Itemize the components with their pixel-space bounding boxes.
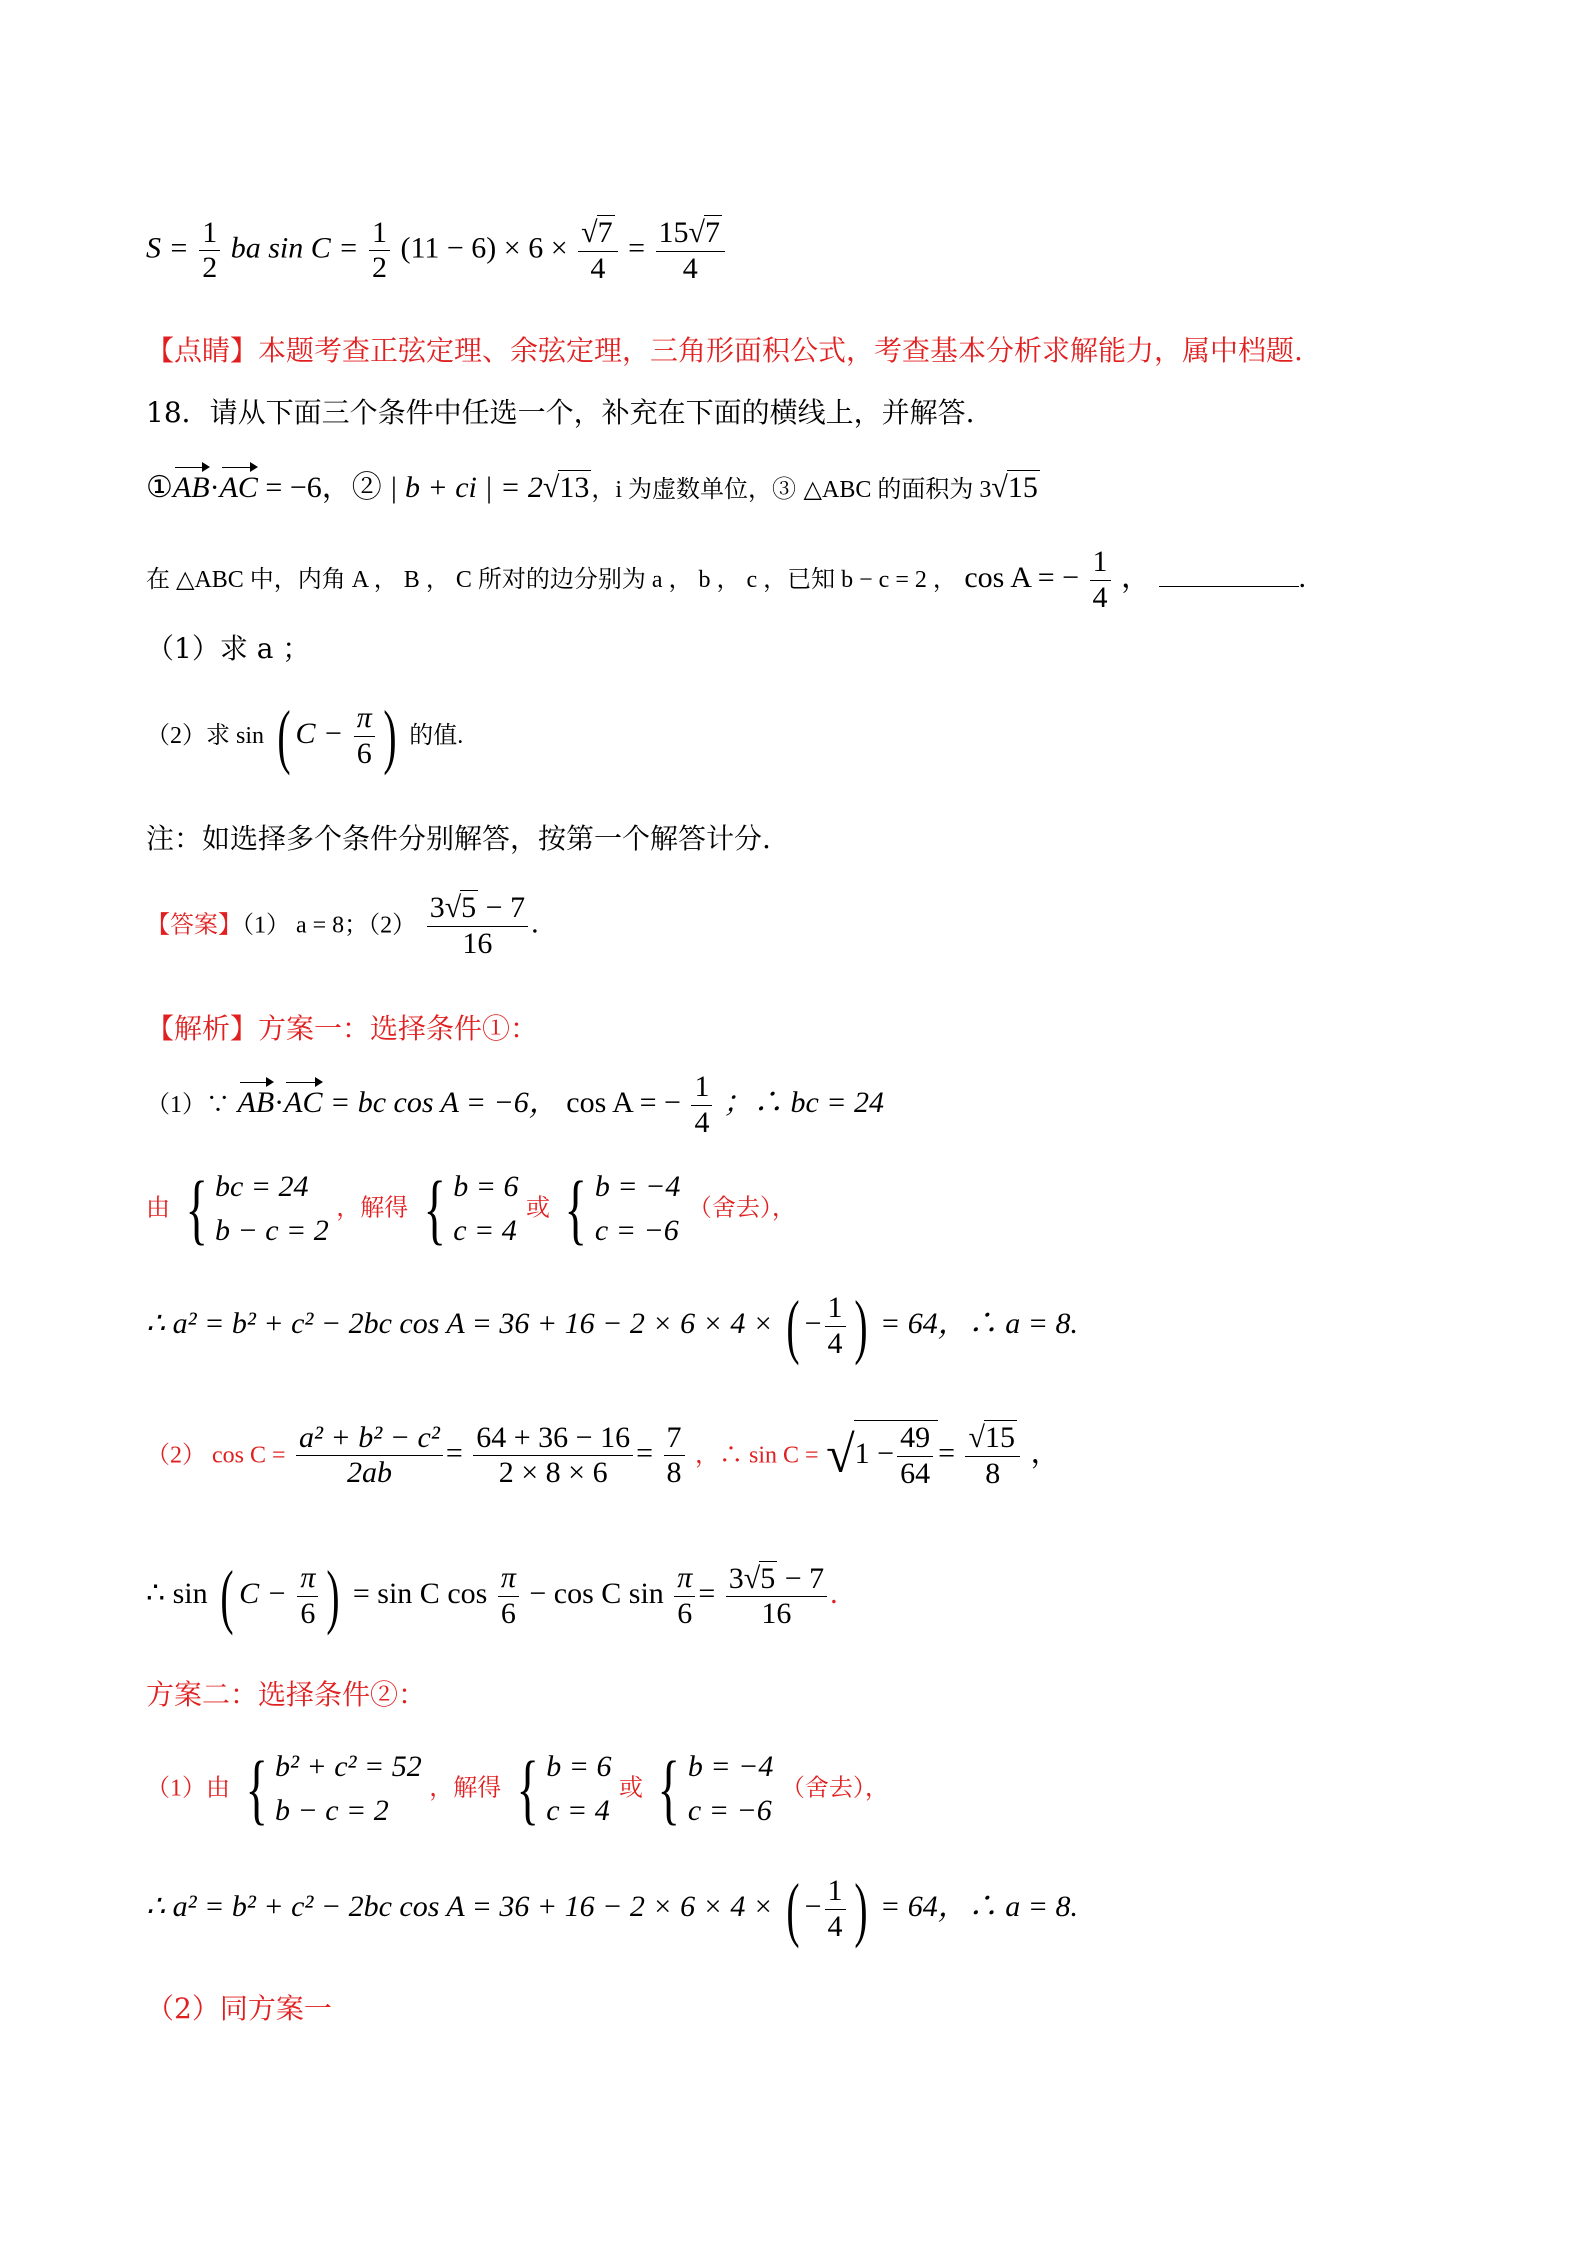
- analysis-step3: ∴ a² = b² + c² − 2bc cos A = 36 + 16 − 2 × 6 × 4 × ( − $\frac{1}{4}$ ) = 64，∴ a = 8.: [146, 1286, 1079, 1366]
- part1-question: （1）求 a ；: [146, 632, 311, 665]
- analysis-heading: 【解析】方案一：选择条件①：: [146, 1012, 539, 1045]
- question-stem: 18．请从下面三个条件中任选一个，补充在下面的横线上，并解答.: [146, 396, 975, 429]
- fill-in-blank: [1159, 562, 1299, 587]
- answer-line: 【答案】（1） a = 8；（2） $\frac{3√5 - 7}{16}$ .: [146, 891, 539, 960]
- area-formula: S = $\frac{1}{2}$ ba sin C = $\frac{1}{2}$ (11 − 6) × 6 × $\frac{√7}{4}$ = $\frac{15√7}{4}$: [146, 215, 728, 286]
- analysis-step5: ∴ sin ( C − $\frac{\pi}{6}$ ) = sin C cos $\frac{\pi}{6}$ − cos C sin $\frac{\pi}{6}$ = $\frac{3√5 - 7}{16}$ .: [146, 1556, 838, 1636]
- analysis-step1: （1）∵ AB·AC = bc cos A = −6， cos A = − $\frac{1}{4}$ ；∴ bc = 24: [146, 1070, 885, 1139]
- plan2-step2: ∴ a² = b² + c² − 2bc cos A = 36 + 16 − 2 × 6 × 4 × ( − $\frac{1}{4}$ ) = 64，∴ a = 8.: [146, 1869, 1079, 1949]
- part2-question: （2）求 sin ( C − $\frac{\pi}{6}$ ) 的值.: [146, 696, 464, 776]
- note-line: 注：如选择多个条件分别解答，按第一个解答计分.: [146, 822, 771, 855]
- triangle-line: 在 △ABC 中，内角 A ， B ， C 所对的边分别为 a ， b ， c ，已知 b − c = 2 ， cos A = − $\frac{1}{4}$ ， .: [146, 545, 1307, 614]
- conditions-line: ①AB·AC = −6，② | b + ci | = 2√13，i 为虚数单位，③ △ABC 的面积为 3√15: [146, 471, 1038, 504]
- plan2-step1: （1）由 { b² + c² = 52 b − c = 2 ，解得 { b = 6 c = 4 或 { b = −4 c = −6 （舍去），: [146, 1744, 889, 1832]
- plan2-heading: 方案二：选择条件②：: [146, 1678, 427, 1711]
- analysis-step2: 由 { bc = 24 b − c = 2 ，解得 { b = 6 c = 4 或 { b = −4 c = −6 （舍去），: [146, 1164, 796, 1252]
- analysis-step4: （2） cos C = $\frac{\text{a² + b² − c²}}{2ab}$ = $\frac{64 + 36 - 16}{2 \times 8 \times 6}$ = $\frac{7}{8}$ ，∴ sin C = √1 − $\frac{49}{64}$ = $\frac{√15}{8}$ ，: [146, 1420, 1061, 1490]
- key-point-note: 【点睛】本题考查正弦定理、余弦定理，三角形面积公式，考查基本分析求解能力，属中档题.: [146, 334, 1303, 367]
- plan2-part2: （2）同方案一: [146, 1992, 332, 2025]
